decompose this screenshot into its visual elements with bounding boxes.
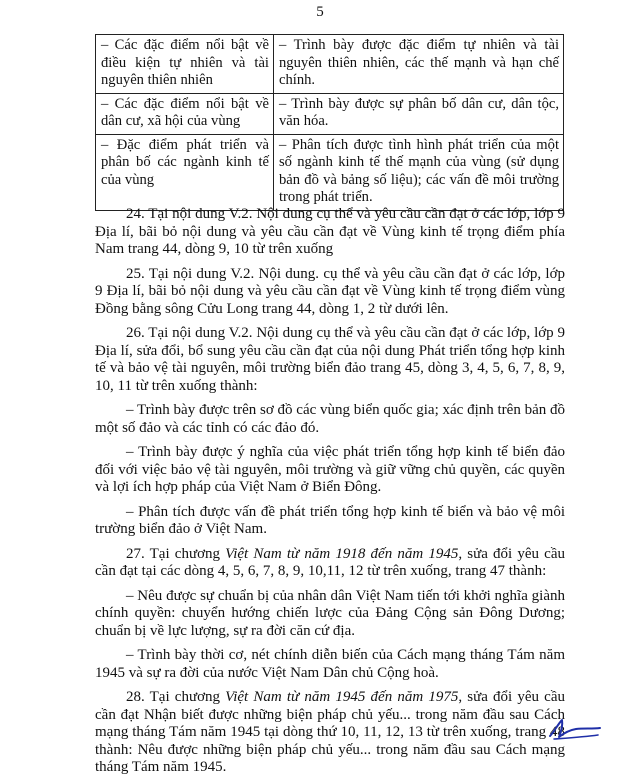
paragraph-item-27 <box>95 546 565 581</box>
paragraph-28-rest: , sửa đổi yêu cầu cần đạt Nhận biết được những biện pháp chủ yếu... trong năm đầu sau Cách mạng tháng Tám năm 1945 tại dòng thứ 10, 11, 12, 13 từ trên xuống, trang 48 thành: Nêu được những biện pháp chủ yếu... trong năm đầu sau Cách mạng tháng Tám năm 1945. <box>95 689 565 775</box>
paragraph-item-26: 26. Tại nội dung V.2. Nội dung cụ thể và yêu cầu cần đạt ở các lớp, lớp 9 Địa lí, sửa đổi, bổ sung yêu cầu cần đạt của nội dung Phát triển tổng hợp kinh tế và bảo vệ tài nguyên, môi trường biển đảo trang 45, dòng 3, 4, 5, 6, 7, 8, 9, 10, 11 từ trên xuống thành: <box>95 325 565 394</box>
table-row <box>96 93 564 134</box>
page-number: 5 <box>316 4 324 20</box>
signature-stroke <box>550 720 600 737</box>
paragraph-item-25: 25. Tại nội dung V.2. Nội dung. cụ thể và yêu cầu cần đạt ở các lớp, lớp 9 Địa lí, bãi bỏ nội dung và yêu cầu cần đạt về Vùng kinh tế trọng điểm vùng Đồng bằng sông Cửu Long trang 44, dòng 1, 2 từ dưới lên. <box>95 265 565 317</box>
requirements-table <box>95 34 564 211</box>
paragraph-bullet-26a: – Trình bày được trên sơ đồ các vùng biển quốc gia; xác định trên bản đồ một số đảo và các tỉnh có các đảo đó. <box>95 402 565 436</box>
table-cell-requirement: – Trình bày được sự phân bố dân cư, dân tộc, văn hóa. <box>274 93 564 134</box>
table-cell-requirement: – Trình bày được đặc điểm tự nhiên và tài nguyên thiên nhiên, các thế mạnh và hạn chế chính. <box>274 35 564 94</box>
paragraph-bullet-26c: – Phân tích được vấn đề phát triển tổng hợp kinh tế biển và bảo vệ môi trường biển đảo ở Việt Nam. <box>95 503 565 537</box>
paragraph-item-28 <box>95 689 565 777</box>
table-row <box>96 134 564 210</box>
chapter-title-1918-1945: Việt Nam từ năm 1918 đến năm 1945 <box>225 545 459 562</box>
paragraph-27-rest: , sửa đổi yêu cầu cần đạt tại các dòng 4, 5, 6, 7, 8, 9, 10,11, 12 từ trên xuống, trang 47 thành: <box>95 545 565 579</box>
paragraph-bullet-27b: – Trình bày thời cơ, nét chính diễn biến của Cách mạng tháng Tám năm 1945 và sự ra đời của nước Việt Nam Dân chủ Cộng hoà. <box>95 647 565 681</box>
document-body <box>95 206 565 777</box>
paragraph-bullet-27a: – Nêu được sự chuẩn bị của nhân dân Việt Nam tiến tới khởi nghĩa giành chính quyền: chuyển hướng chiến lược của Đảng Cộng sản Đông Dương; chuẩn bị về lực lượng, sự ra đời căn cứ địa. <box>95 587 565 639</box>
table-cell-content: – Các đặc điểm nổi bật về dân cư, xã hội của vùng <box>96 93 274 134</box>
paragraph-item-24: 24. Tại nội dung V.2. Nội dung cụ thể và yêu cầu cần đạt ở các lớp, lớp 9 Địa lí, bãi bỏ nội dung và yêu cầu cần đạt về Vùng kinh tế trọng điểm phía Nam trang 44, dòng 9, 10 từ trên xuống <box>95 206 565 257</box>
paragraph-28-lead: 28. Tại chương <box>126 689 226 705</box>
table-cell-requirement: – Phân tích được tình hình phát triển của một số ngành kinh tế thế mạnh của vùng (sử dụng bản đồ và bảng số liệu); các vấn đề môi trường trong phát triển. <box>274 134 564 210</box>
paragraph-bullet-26b: – Trình bày được ý nghĩa của việc phát triển tổng hợp kinh tế biển đảo đối với việc bảo vệ tài nguyên, môi trường và giữ vững chủ quyền, các quyền và lợi ích hợp pháp của Việt Nam ở Biển Đông. <box>95 444 565 495</box>
table-cell-content: – Các đặc điểm nổi bật về điều kiện tự nhiên và tài nguyên thiên nhiên <box>96 35 274 94</box>
paragraph-27-lead: 27. Tại chương <box>126 545 226 562</box>
chapter-title-1945-1975: Việt Nam từ năm 1945 đến năm 1975 <box>225 689 459 705</box>
table-row <box>96 35 564 94</box>
table-cell-content: – Đặc điểm phát triển và phân bố các ngành kinh tế của vùng <box>96 134 274 210</box>
signature-initial-icon <box>546 716 604 742</box>
